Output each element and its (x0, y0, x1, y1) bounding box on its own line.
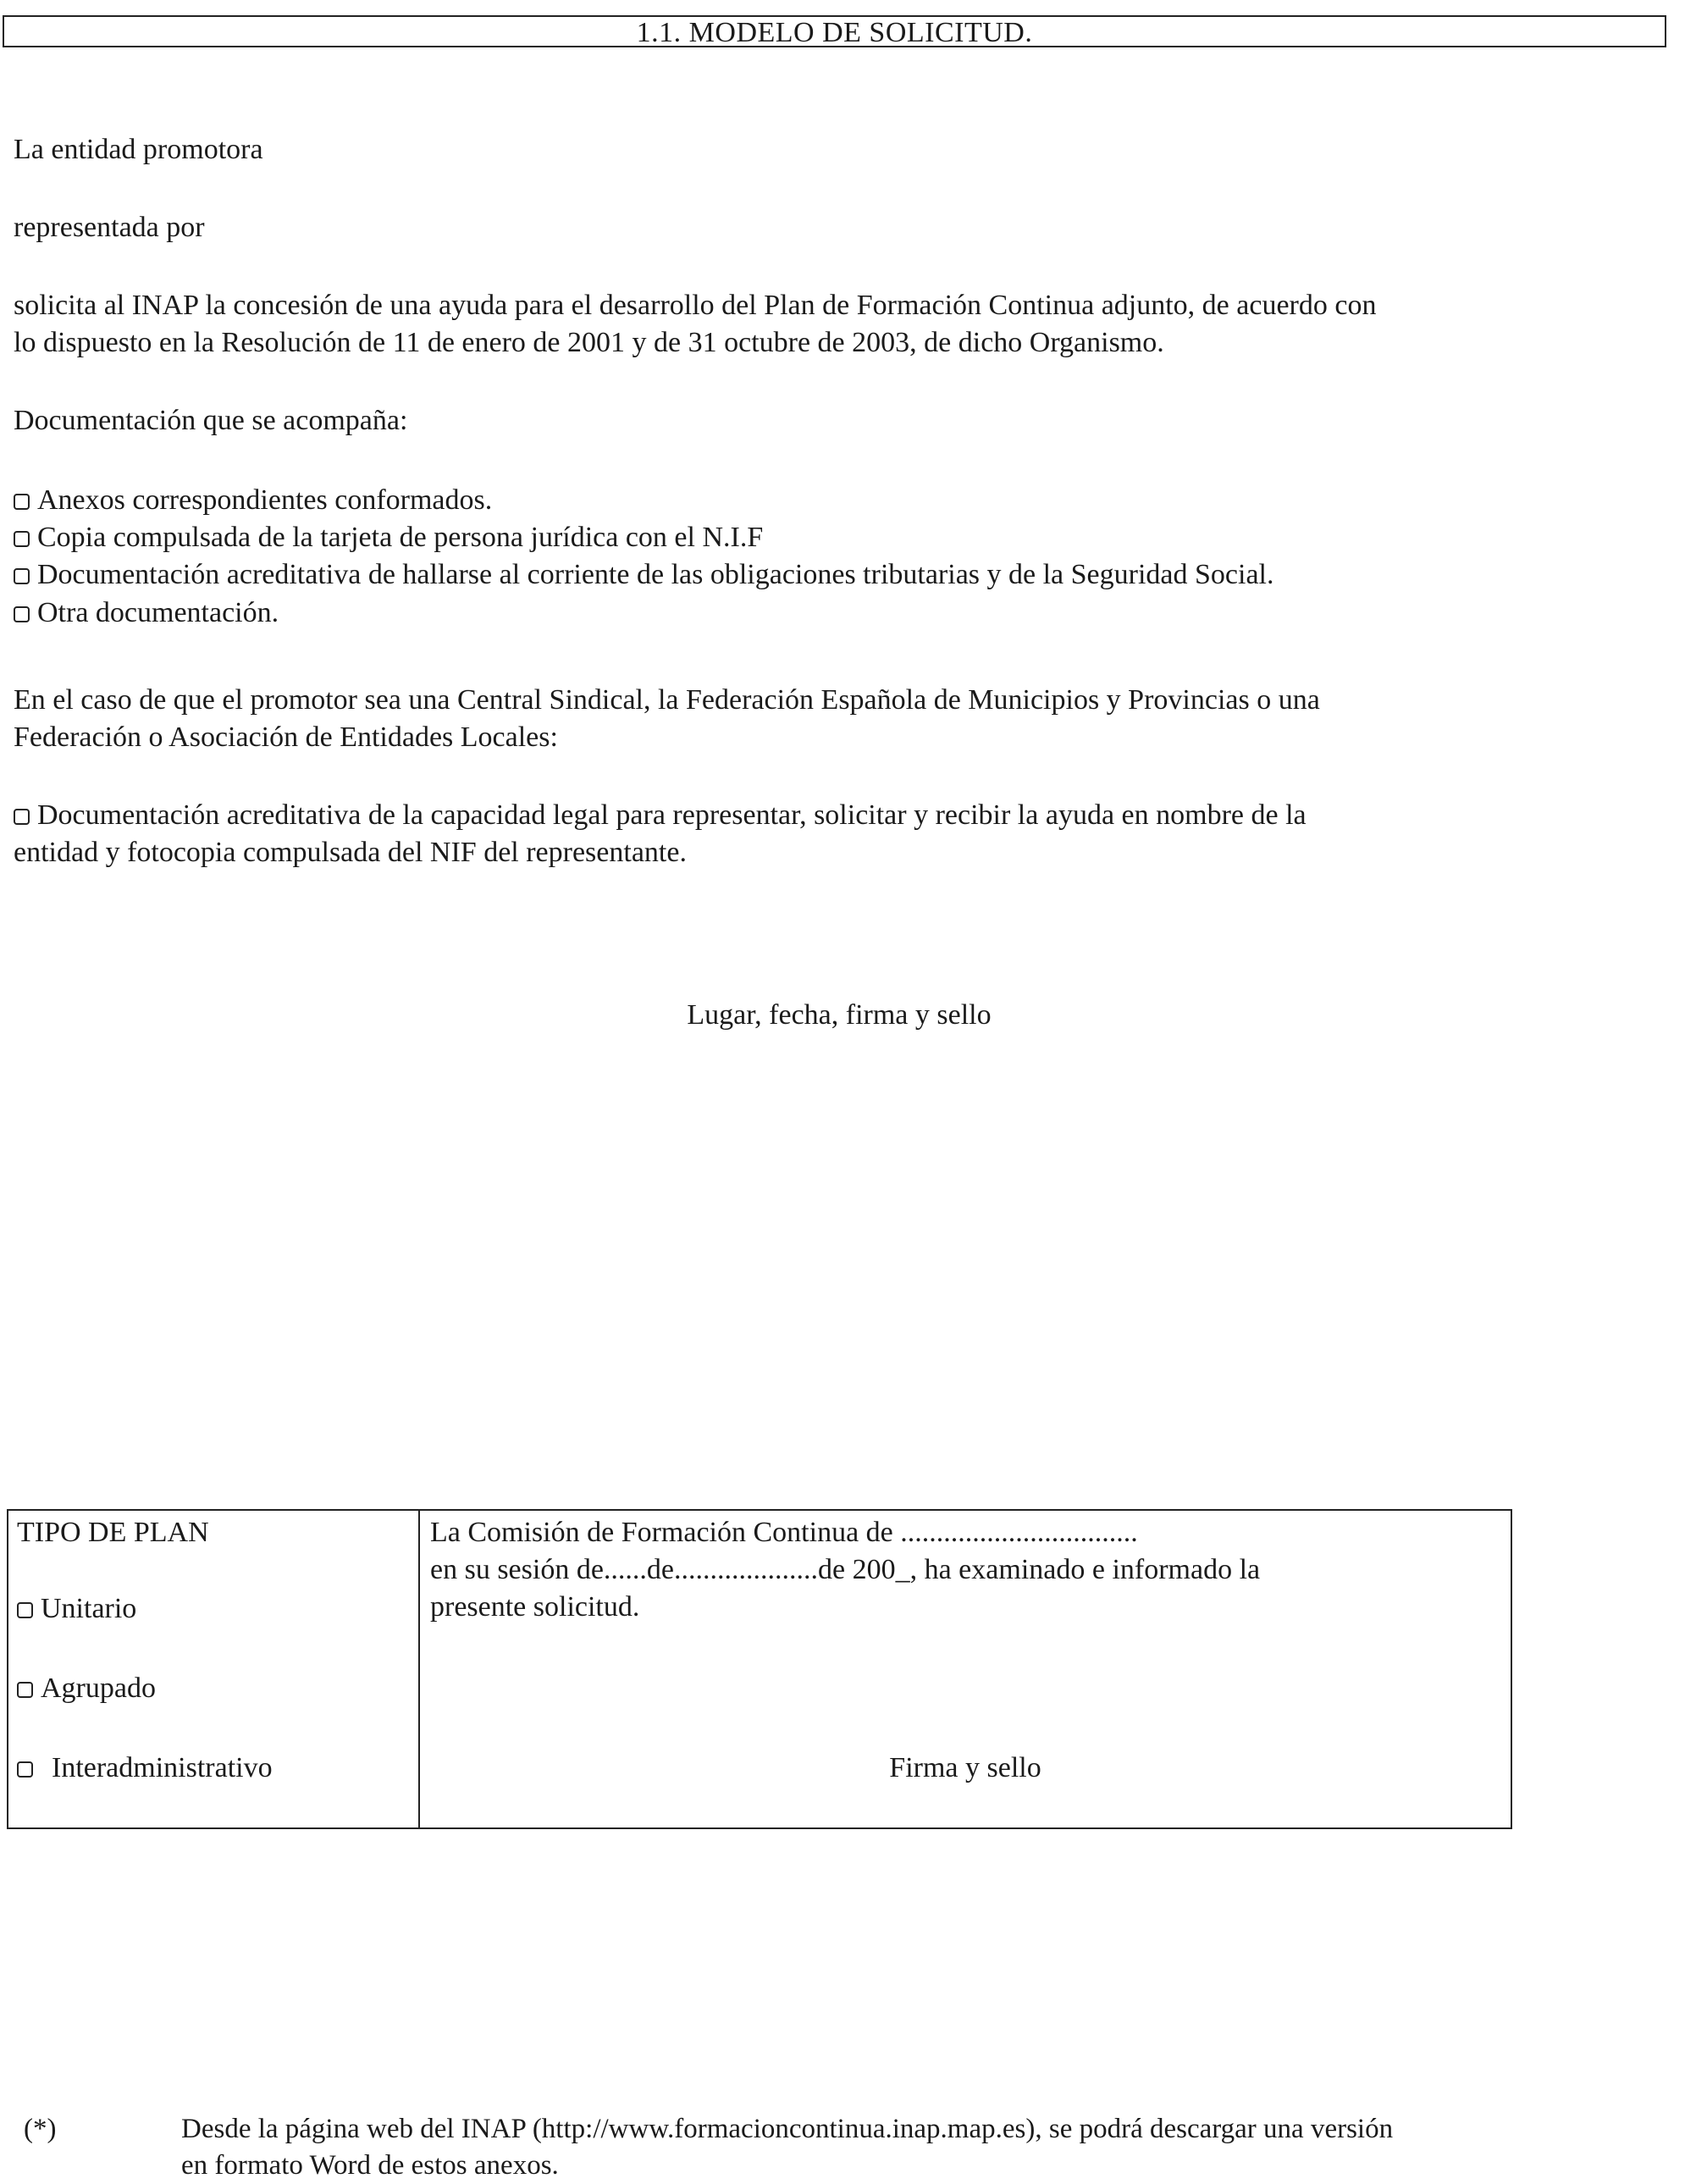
tipo-plan-cell (8, 1510, 419, 1828)
caso-line-1: En el caso de que el promotor sea una Central Sindical, la Federación Española de Municipios y Provincias o una (14, 684, 1320, 716)
caso-paragraph (14, 682, 1665, 756)
doc-item (14, 482, 1665, 519)
checkbox-icon[interactable] (14, 809, 30, 825)
plan-option-label: Interadministrativo (52, 1752, 273, 1783)
firma-sello: Firma y sello (889, 1752, 1041, 1783)
comision-cell (419, 1510, 1511, 1828)
tipo-plan-header: TIPO DE PLAN (17, 1517, 209, 1548)
page-title: 1.1. MODELO DE SOLICITUD. (636, 17, 1033, 48)
signature-label: Lugar, fecha, firma y sello (687, 999, 992, 1031)
footnote-line-2: en formato Word de estos anexos. (181, 2149, 559, 2181)
doc-item (14, 519, 1665, 556)
doc-item (14, 556, 1665, 594)
comision-line-3: presente solicitud. (430, 1591, 640, 1623)
solicita-paragraph (14, 287, 1665, 362)
checkbox-icon[interactable] (14, 494, 30, 510)
footnote-text (181, 2111, 1688, 2184)
plan-option-label: Agrupado (41, 1673, 156, 1704)
doc-item-label: Copia compulsada de la tarjeta de persona jurídica con el N.I.F (37, 522, 764, 554)
checkbox-icon[interactable] (17, 1602, 33, 1618)
entidad-label: La entidad promotora (14, 134, 263, 165)
representacion-paragraph (14, 797, 1665, 871)
doc-item-label: Anexos correspondientes conformados. (37, 484, 493, 516)
doc-item (14, 594, 1665, 632)
representacion-line-2: entidad y fotocopia compulsada del NIF del representante. (14, 837, 687, 869)
title-box (3, 15, 1666, 47)
doc-checklist (14, 482, 1665, 632)
checkbox-icon[interactable] (14, 606, 30, 622)
doc-item-label: Otra documentación. (37, 596, 279, 628)
solicita-line-2: lo dispuesto en la Resolución de 11 de enero de 2001 y de 31 octubre de 2003, de dicho Organismo. (14, 327, 1164, 359)
comision-line-1: La Comisión de Formación Continua de ................................. (430, 1517, 1138, 1548)
representacion-text-1: Documentación acreditativa de la capacidad legal para representar, solicitar y recibir la ayuda en nombre de la (37, 799, 1307, 831)
representada-label: representada por (14, 212, 205, 243)
comision-line-2: en su sesión de......de....................de 200_, ha examinado e informado la (430, 1554, 1261, 1585)
plan-option (17, 1750, 273, 1787)
plan-option-label: Unitario (41, 1593, 137, 1624)
checkbox-icon[interactable] (14, 568, 30, 584)
caso-line-2: Federación o Asociación de Entidades Locales: (14, 722, 558, 754)
documentacion-label: Documentación que se acompaña: (14, 405, 408, 436)
checkbox-icon[interactable] (17, 1761, 33, 1778)
checkbox-icon[interactable] (14, 531, 30, 547)
plan-option (17, 1670, 156, 1707)
solicita-line-1: solicita al INAP la concesión de una ayuda para el desarrollo del Plan de Formación Continua adjunto, de acuerdo con (14, 290, 1377, 321)
plan-option (17, 1590, 136, 1628)
representacion-line-1 (14, 797, 1665, 834)
footnote-mark: (*) (24, 2114, 57, 2144)
doc-item-label: Documentación acreditativa de hallarse al corriente de las obligaciones tributarias y de la Seguridad Social. (37, 559, 1274, 591)
footnote-line-1: Desde la página web del INAP (http://www.formacioncontinua.inap.map.es), se podrá descargar una versión (181, 2114, 1394, 2144)
checkbox-icon[interactable] (17, 1682, 33, 1698)
plan-table (7, 1509, 1512, 1829)
